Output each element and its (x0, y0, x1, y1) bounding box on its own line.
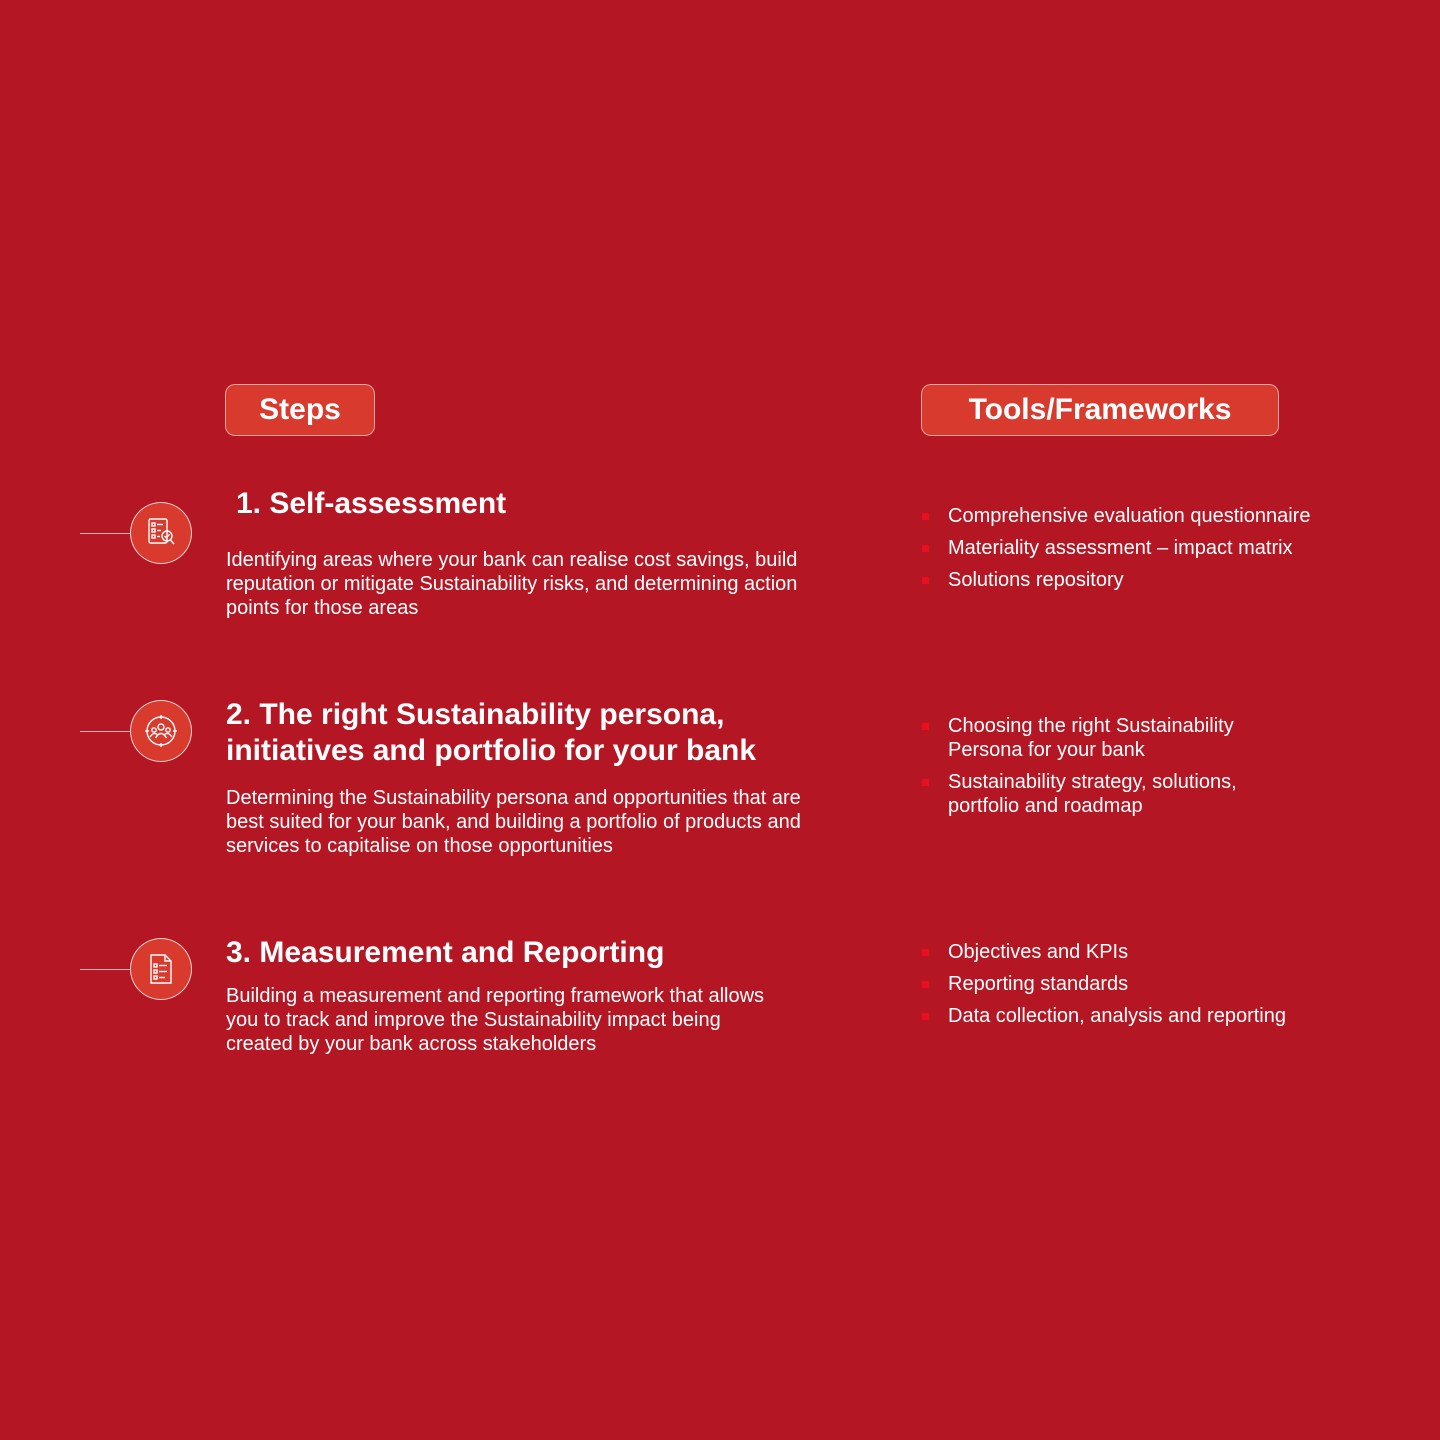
tool-item: Choosing the right Sustainability Persona for your bank (921, 714, 1301, 762)
tool-item: Data collection, analysis and reporting (921, 1004, 1391, 1028)
tool-item: Objectives and KPIs (921, 940, 1391, 964)
step-3-title: 3. Measurement and Reporting (226, 936, 665, 969)
bullet-icon (922, 577, 929, 584)
bullet-icon (922, 1013, 929, 1020)
step-1-description: Identifying areas where your bank can realise cost savings, build reputation or mitigate Sustainability risks, and determining action points for those areas (226, 549, 798, 619)
tools-frameworks-header: Tools/Frameworks (921, 384, 1279, 436)
bullet-icon (922, 981, 929, 988)
bullet-icon (922, 949, 929, 956)
bullet-icon (922, 513, 929, 520)
tool-item: Materiality assessment – impact matrix (921, 536, 1391, 560)
step-1-tools-list (921, 504, 1391, 600)
bullet-icon (922, 545, 929, 552)
connector-line (80, 731, 132, 732)
connector-line (80, 969, 132, 970)
bullet-icon (922, 779, 929, 786)
step-1-title: 1. Self-assessment (236, 487, 507, 520)
tool-item: Reporting standards (921, 972, 1391, 996)
tool-item: Sustainability strategy, solutions, portfolio and roadmap (921, 770, 1301, 818)
connector-line (80, 533, 132, 534)
report-document-icon (130, 938, 192, 1000)
step-2-description: Determining the Sustainability persona and opportunities that are best suited for your bank, and building a portfolio of products and services to capitalise on those opportunities (226, 787, 801, 857)
step-2-tools-list (921, 714, 1301, 826)
step-3-description: Building a measurement and reporting framework that allows you to track and improve the Sustainability impact being created by your bank across stakeholders (226, 985, 765, 1055)
steps-header: Steps (225, 384, 375, 436)
checklist-search-icon (130, 502, 192, 564)
tool-item: Solutions repository (921, 568, 1391, 592)
step-3-tools-list (921, 940, 1391, 1036)
step-2-title: 2. The right Sustainability persona, initiatives and portfolio for your bank (226, 698, 757, 767)
people-target-icon (130, 700, 192, 762)
bullet-icon (922, 723, 929, 730)
tool-item: Comprehensive evaluation questionnaire (921, 504, 1391, 528)
